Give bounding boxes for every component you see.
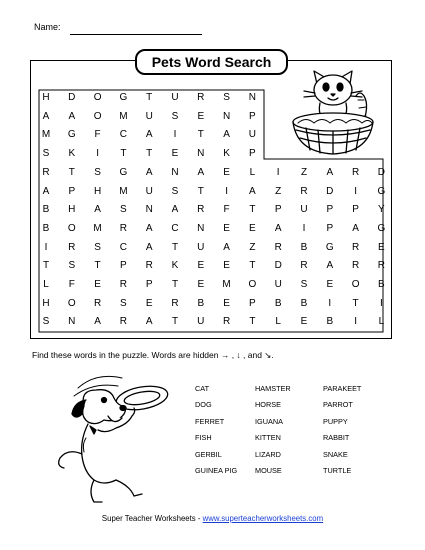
grid-letter: T [352, 297, 359, 309]
grid-letter: S [171, 110, 179, 122]
grid-letter: S [42, 316, 50, 328]
grid-letter: E [197, 279, 205, 290]
grid-letter: A [197, 166, 205, 178]
grid-letter: Z [300, 166, 308, 178]
word-item: PARAKEET [323, 384, 362, 393]
word-item: IGUANA [255, 416, 283, 426]
grid-letter: L [275, 316, 281, 328]
grid-letter: R [222, 316, 231, 328]
grid-letter: O [93, 110, 102, 122]
grid-letter: A [42, 185, 50, 197]
grid-letter: D [68, 92, 76, 103]
grid-letter: S [94, 241, 101, 253]
dog-catching-frisbee-icon [38, 368, 178, 510]
grid-letter: T [197, 129, 204, 141]
grid-letter: U [248, 129, 256, 141]
grid-letter: B [378, 279, 385, 290]
grid-letter: N [197, 148, 205, 160]
grid-letter: A [94, 316, 101, 328]
grid-letter: T [171, 279, 179, 290]
grid-letter: B [42, 222, 50, 234]
grid-letter: R [68, 241, 76, 253]
grid-letter: G [377, 222, 386, 234]
grid-letter: P [326, 222, 334, 234]
word-item: FERRET [195, 416, 225, 426]
grid-letter: L [43, 279, 49, 290]
grid-letter: T [197, 185, 204, 197]
grid-letter: R [119, 316, 127, 328]
grid-letter: O [67, 297, 76, 309]
grid-letter: T [94, 260, 101, 272]
grid-letter: R [145, 260, 153, 272]
word-item: KITTEN [255, 433, 281, 443]
grid-letter: P [326, 204, 334, 216]
grid-letter: S [300, 279, 308, 290]
grid-letter: A [326, 166, 334, 178]
grid-letter: C [171, 222, 179, 234]
grid-letter: I [44, 241, 48, 253]
grid-letter: B [197, 297, 205, 309]
grid-letter: G [67, 129, 76, 141]
grid-letter: G [119, 166, 128, 178]
grid-letter: N [222, 110, 231, 122]
grid-letter: H [42, 92, 50, 103]
grid-letter: A [68, 110, 76, 122]
grid-letter: R [119, 279, 127, 290]
grid-letter: S [94, 166, 101, 178]
grid-letter: S [120, 204, 127, 216]
name-row [34, 22, 61, 32]
grid-letter: P [68, 185, 76, 197]
grid-letter: T [249, 316, 256, 328]
grid-letter: B [300, 241, 308, 253]
grid-letter: M [41, 129, 51, 141]
grid-letter: R [119, 222, 127, 234]
grid-letter: P [352, 204, 359, 216]
grid-letter: P [145, 279, 153, 290]
word-column [255, 381, 291, 479]
grid-letter: Z [275, 185, 282, 197]
grid-letter: G [325, 241, 334, 253]
grid-letter: E [94, 279, 101, 290]
grid-letter: F [94, 129, 101, 141]
grid-letter: D [274, 260, 282, 272]
grid-letter: B [300, 297, 308, 309]
grid-letter: U [300, 204, 308, 216]
grid-letter: M [222, 279, 231, 290]
grid-letter: L [378, 316, 385, 328]
grid-letter: A [249, 185, 256, 197]
grid-letter: U [145, 185, 153, 197]
grid-letter: R [42, 166, 50, 178]
grid-letter: N [248, 92, 256, 103]
grid-letter: P [249, 110, 256, 122]
word-column [195, 381, 237, 479]
grid-letter: I [302, 222, 306, 234]
grid-letter: R [351, 260, 360, 272]
grid-letter: A [223, 241, 230, 253]
word-item: TURTLE [323, 465, 352, 475]
grid-letter: G [377, 185, 386, 197]
grid-letter: E [197, 260, 205, 272]
word-item: HORSE [255, 400, 281, 410]
grid-letter: M [119, 110, 128, 122]
grid-letter: T [146, 148, 153, 160]
grid-letter: N [171, 166, 179, 178]
grid-letter: B [42, 204, 50, 216]
grid-letter: I [354, 185, 357, 197]
grid-letter: R [351, 166, 360, 178]
grid-letter: R [351, 241, 360, 253]
grid-letter: R [274, 241, 282, 253]
grid-letter: O [67, 222, 76, 234]
grid-letter: A [145, 166, 153, 178]
instructions: Find these words in the puzzle. Words are hidden → , ↓ , and ↘. [32, 350, 274, 360]
grid-letter: F [223, 204, 230, 216]
grid-letter: S [120, 297, 127, 309]
name-line[interactable] [70, 34, 202, 35]
grid-letter: E [378, 241, 385, 253]
grid-letter: A [171, 204, 179, 216]
grid-letter: T [68, 166, 75, 178]
grid-letter: Y [378, 204, 385, 216]
grid-letter: F [68, 279, 75, 290]
grid-letter: O [248, 279, 257, 290]
grid-letter: E [326, 279, 334, 290]
grid-letter: O [351, 279, 360, 290]
grid-letter: P [120, 260, 127, 272]
grid-letter: T [120, 148, 127, 160]
footer-link[interactable]: www.superteacherworksheets.com [202, 514, 324, 523]
word-item: FISH [195, 433, 212, 443]
grid-letter: N [68, 316, 76, 328]
grid-letter: R [300, 260, 308, 272]
grid-letter: B [274, 297, 282, 309]
word-item: GUINEA PIG [195, 465, 238, 475]
grid-letter: L [249, 166, 256, 178]
grid-letter: D [377, 166, 385, 178]
grid-letter: P [249, 297, 256, 309]
grid-letter: S [68, 260, 76, 272]
grid-letter: S [171, 185, 179, 197]
grid-letter: N [145, 204, 153, 216]
grid-letter: E [223, 166, 230, 178]
grid-letter: M [93, 222, 102, 234]
grid-letter: I [96, 148, 99, 160]
grid-letter: R [171, 297, 179, 309]
cat-in-basket-icon [284, 66, 380, 162]
word-item: LIZARD [255, 449, 281, 459]
grid-letter: T [171, 241, 179, 253]
grid-letter: K [68, 148, 76, 160]
word-item: SNAKE [323, 449, 348, 459]
footer-prefix: Super Teacher Worksheets - [101, 514, 203, 523]
grid-letter: E [197, 110, 205, 122]
grid-letter: S [223, 92, 230, 103]
name-label: Name: [34, 22, 61, 32]
grid-letter: K [171, 260, 179, 272]
grid-letter: S [42, 148, 50, 160]
grid-letter: A [145, 241, 153, 253]
grid-letter: H [42, 297, 50, 309]
grid-letter: I [328, 297, 332, 309]
grid-letter: I [380, 297, 383, 309]
word-item: GERBIL [195, 449, 222, 459]
grid-letter: A [145, 222, 153, 234]
grid-letter: E [223, 297, 230, 309]
grid-letter: C [119, 129, 127, 141]
grid-letter: I [276, 166, 280, 178]
grid-letter: E [300, 316, 308, 328]
grid-letter: A [145, 129, 153, 141]
grid-letter: Z [249, 241, 256, 253]
grid-letter: A [42, 110, 50, 122]
word-item: DOG [195, 400, 212, 410]
grid-letter: E [223, 222, 230, 234]
word-item: PUPPY [323, 416, 348, 426]
grid-letter: E [145, 297, 153, 309]
word-item: MOUSE [255, 465, 282, 475]
grid-letter: I [225, 185, 228, 197]
footer [0, 514, 425, 523]
grid-letter: T [42, 260, 50, 272]
word-column [323, 381, 361, 479]
grid-letter: T [146, 92, 153, 103]
grid-letter: R [377, 260, 385, 272]
grid-letter: H [68, 204, 76, 216]
grid-letter: K [223, 148, 230, 160]
grid-letter: T [249, 260, 256, 272]
grid-letter: U [274, 279, 282, 290]
word-item: HAMSTER [255, 384, 291, 393]
word-item: CAT [195, 384, 210, 393]
grid-letter: A [223, 129, 230, 141]
grid-letter: R [300, 185, 308, 197]
grid-letter: M [119, 185, 128, 197]
title-box [135, 49, 288, 75]
grid-letter: A [94, 204, 101, 216]
grid-letter: I [173, 129, 177, 141]
grid-letter: R [197, 92, 205, 103]
grid-letter: T [171, 316, 179, 328]
grid-letter: U [171, 92, 179, 103]
grid-letter: U [197, 241, 205, 253]
word-item: PARROT [323, 400, 353, 410]
grid-letter: A [145, 316, 153, 328]
grid-letter: G [119, 92, 128, 103]
grid-letter: D [326, 185, 334, 197]
grid-letter: I [354, 316, 357, 328]
page-title: Pets Word Search [151, 54, 272, 70]
grid-letter: O [93, 92, 102, 103]
grid-letter: N [197, 222, 205, 234]
grid-letter: R [93, 297, 102, 309]
grid-letter: E [171, 148, 179, 160]
grid-letter: C [119, 241, 127, 253]
grid-letter: T [249, 204, 256, 216]
grid-letter: R [197, 204, 205, 216]
grid-letter: A [352, 222, 359, 234]
grid-letter: P [274, 204, 282, 216]
word-bank [195, 381, 395, 491]
grid-letter: U [197, 316, 205, 328]
grid-letter: U [145, 110, 153, 122]
word-item: RABBIT [323, 433, 350, 443]
grid-letter: A [274, 222, 282, 234]
grid-letter: E [249, 222, 256, 234]
grid-letter: B [326, 316, 334, 328]
grid-letter: H [93, 185, 102, 197]
grid-letter: E [223, 260, 230, 272]
grid-letter: A [326, 260, 334, 272]
grid-letter: P [249, 148, 256, 160]
